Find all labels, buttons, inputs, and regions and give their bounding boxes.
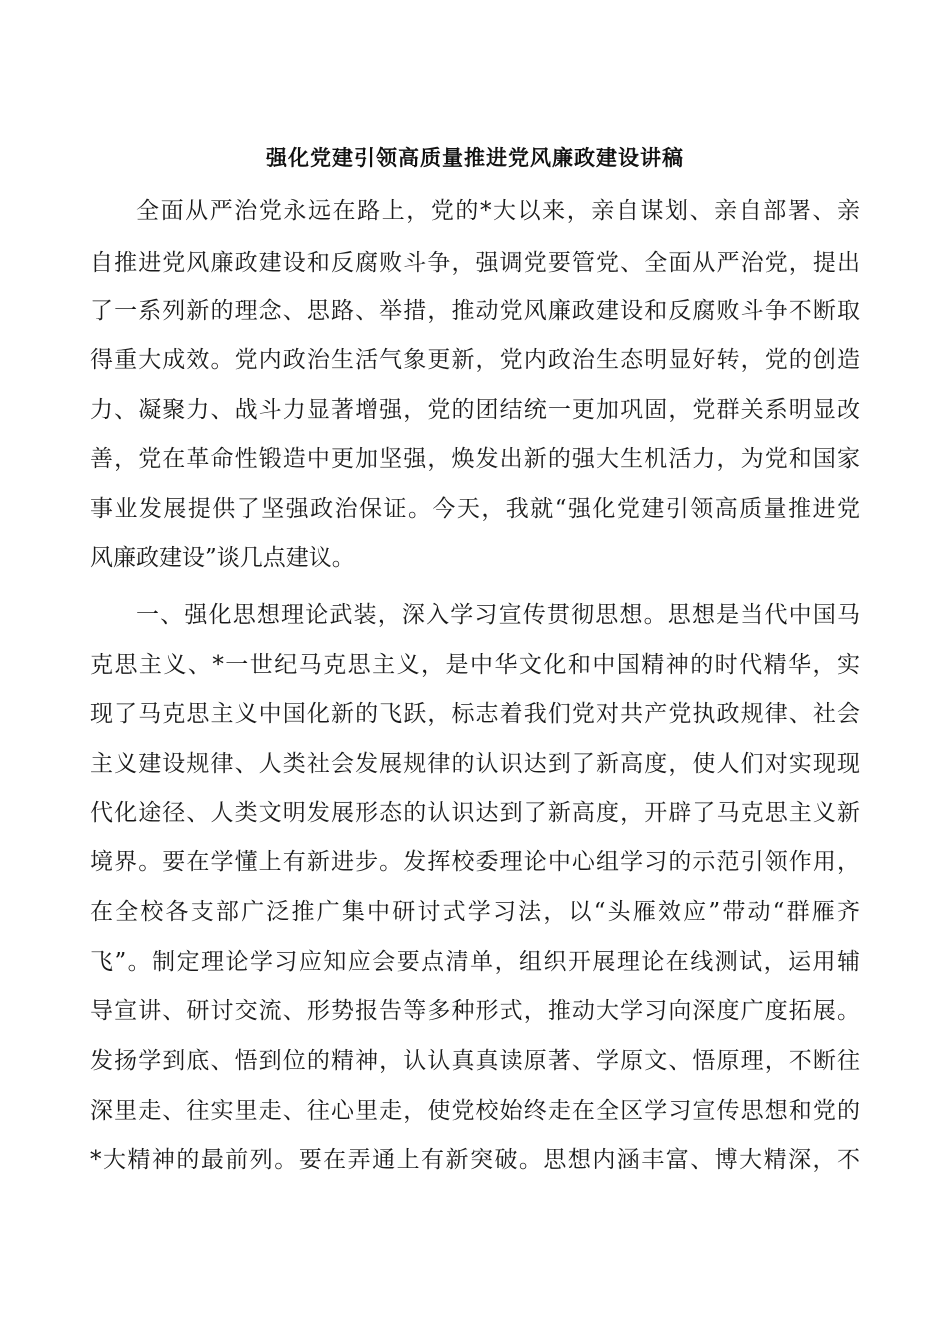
paragraph-1-line-4: 得重大成效。党内政治生活气象更新，党内政治生态明显好转，党的创造 — [90, 347, 860, 373]
paragraph-2-line-9: 导宣讲、研讨交流、形势报告等多种形式，推动大学习向深度广度拓展。 — [90, 998, 860, 1024]
paragraph-2-line-2: 克思主义、*一世纪马克思主义，是中华文化和中国精神的时代精华，实 — [90, 652, 860, 678]
paragraph-2-line-6: 境界。要在学懂上有新进步。发挥校委理论中心组学习的示范引领作用， — [90, 849, 860, 875]
paragraph-2-line-10: 发扬学到底、悟到位的精神，认认真真读原著、学原文、悟原理，不断往 — [90, 1048, 860, 1074]
paragraph-2-line-12: *大精神的最前列。要在弄通上有新突破。思想内涵丰富、博大精深，不 — [90, 1147, 860, 1173]
paragraph-1-line-8: 风廉政建设”谈几点建议。 — [90, 545, 355, 571]
paragraph-2-line-3: 现了马克思主义中国化新的飞跃，标志着我们党对共产党执政规律、社会 — [90, 701, 860, 727]
paragraph-1-line-1: 全面从严治党永远在路上，党的*大以来，亲自谋划、亲自部署、亲 — [136, 198, 860, 224]
paragraph-1-line-2: 自推进党风廉政建设和反腐败斗争，强调党要管党、全面从严治党，提出 — [90, 250, 860, 276]
paragraph-2-line-7: 在全校各支部广泛推广集中研讨式学习法，以“头雁效应”带动“群雁齐 — [90, 899, 860, 925]
paragraph-2-line-11: 深里走、往实里走、往心里走，使党校始终走在全区学习宣传思想和党的 — [90, 1098, 860, 1124]
paragraph-2-line-1: 一、强化思想理论武装，深入学习宣传贯彻思想。思想是当代中国马 — [136, 602, 860, 628]
paragraph-1-line-3: 了一系列新的理念、思路、举措，推动党风廉政建设和反腐败斗争不断取 — [90, 298, 860, 324]
paragraph-1-line-7: 事业发展提供了坚强政治保证。今天，我就“强化党建引领高质量推进党 — [90, 496, 860, 522]
paragraph-1-line-5: 力、凝聚力、战斗力显著增强，党的团结统一更加巩固，党群关系明显改 — [90, 397, 860, 423]
paragraph-2-line-5: 代化途径、人类文明发展形态的认识达到了新高度，开辟了马克思主义新 — [90, 800, 860, 826]
paragraph-1-line-6: 善，党在革命性锻造中更加坚强，焕发出新的强大生机活力，为党和国家 — [90, 446, 860, 472]
document-title: 强化党建引领高质量推进党风廉政建设讲稿 — [266, 145, 684, 170]
paragraph-2-line-4: 主义建设规律、人类社会发展规律的认识达到了新高度，使人们对实现现 — [90, 751, 860, 777]
paragraph-2-line-8: 飞”。制定理论学习应知应会要点清单，组织开展理论在线测试，运用辅 — [90, 949, 860, 975]
